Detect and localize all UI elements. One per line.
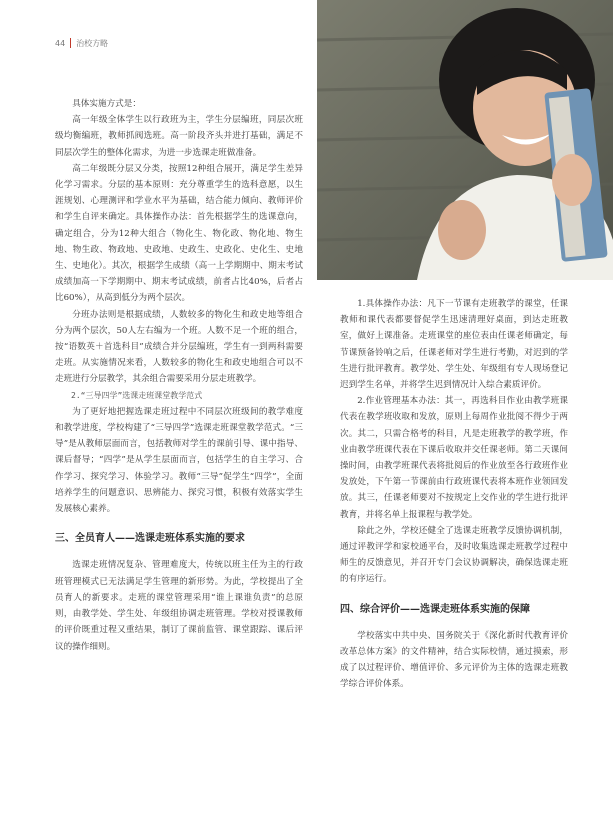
- paragraph: 分班办法则是根据成绩，人数较多的物化生和政史地等组合分为两个层次，50人左右编为一个班。人数不足一个班的组合，按“语数英＋首选科目”成绩合并分层编班，学生有一到两科需要走班。从实施情况来看，人数较多的物化生和政史地组合可以不走班进行分层教学，其余组合需要采用分层走班教学。: [55, 309, 303, 385]
- section-heading: 三、全员育人——选课走班体系实施的要求: [55, 533, 245, 545]
- page-number: 44: [55, 38, 66, 48]
- paragraph: 高二年级既分层又分类，按照12种组合展开，满足学生差异化学习需求。分层的基本原则：充分尊重学生的选科意愿，以生涯规划、心理测评和学业水平为基础，结合能力倾向、教师评价和学生自评来确定。具体操作办法：首先根据学生的选课意向，确定组合，分为12种大组合（物化生、物化政、物化地、物生地、物生政、物政地、史政地、史政生、史政化、史化生、史地生、史地化）。其次，根据学生成绩（高一上学期期中、期末考试成绩加高一下学期期中、期末考试成绩，前者占比40%，后者占比60%），从高到低分为两个层次。: [55, 163, 303, 304]
- header-divider: [70, 38, 71, 48]
- journal-section-title: 治校方略: [76, 38, 109, 48]
- paragraph: 高一年级全体学生以行政班为主，学生分层编班，同层次班级均衡编班，教师抓阀选班。高一阶段齐头并进打基础，满足不同层次学生的整体化需求，为进一步选课走班做准备。: [55, 115, 303, 158]
- student-photo: [317, 0, 613, 280]
- paragraph: 2.作业管理基本办法：其一，再选科目作业由教学班课代表在教学班收取和发放，原则上每周作业批阅不得少于两次。其二，只需合格考的科目，凡是走班教学的教学班，作业由教学班课代表在下课后收取并交任课老师。第二天课间操时间，由教学班课代表将批阅后的作业放至各行政班作业发放处，下午第一节课前由行政班课代表将本班作业领回发放。其三，任课老师要对不按规定上交作业的学生进行批评教育，并将名单上报课程与教学处。: [340, 396, 568, 520]
- paragraph: 除此之外，学校还健全了选课走班教学反馈协调机制，通过评教评学和家校通平台，及时收集选课走班教学过程中师生的反馈意见，并召开专门会议协调解决，确保选课走班的有序运行。: [340, 525, 568, 585]
- right-column: [340, 296, 568, 693]
- subsection-heading: 2.“三导四学”选课走班课堂教学范式: [71, 390, 203, 400]
- paragraph: 学校落实中共中央、国务院关于《深化新时代教育评价改革总体方案》的文件精神，结合实际校情，通过摸索，形成了以过程评价、增值评价、多元评价为主体的选课走班教学综合评价体系。: [340, 630, 568, 690]
- section-heading: 四、综合评价——选课走班体系实施的保障: [340, 603, 530, 615]
- paragraph: 为了更好地把握选课走班过程中不同层次班级间的教学难度和教学进度，学校构建了“三导四学”选课走班课堂教学范式。“三导”是从教师层面而言，包括教师对学生的课前引导、课中指导、课后督导；“四学”是从学生层面而言，包括学生的自主学习、合作学习、探究学习、体验学习。教师“三导”促学生“四学”，全面培养学生的问题意识、思辨能力、探究习惯，积极有效落实学生发展核心素养。: [55, 406, 303, 515]
- left-column: [55, 96, 303, 655]
- page-header: [55, 36, 108, 50]
- paragraph: 选课走班情况复杂、管理难度大，传统以班主任为主的行政班管理模式已无法满足学生管理的新形势。为此，学校提出了全员育人的新要求。走班的课堂管理采用“谁上课谁负责”的总原则，由教学处、学生处、年级组协调走班管理。学校对授课教师的评价既重过程又重结果，制订了课前监管、课堂跟踪、课后评议的操作细则。: [55, 560, 303, 652]
- paragraph: 1.具体操作办法：凡下一节课有走班教学的课堂，任课教师和课代表都要督促学生迅速清理好桌面，到达走班教室，做好上课准备。走班课堂的座位表由任课老师确定，每节课预备铃响之后，任课老师对学生进行考勤，对迟到的学生进行批评教育。教学处、学生处、年级组有专人现场登记迟到学生名单，并将学生迟到情况计入综合素质评价。: [340, 299, 568, 391]
- paragraph: 具体实施方式是：: [72, 99, 141, 109]
